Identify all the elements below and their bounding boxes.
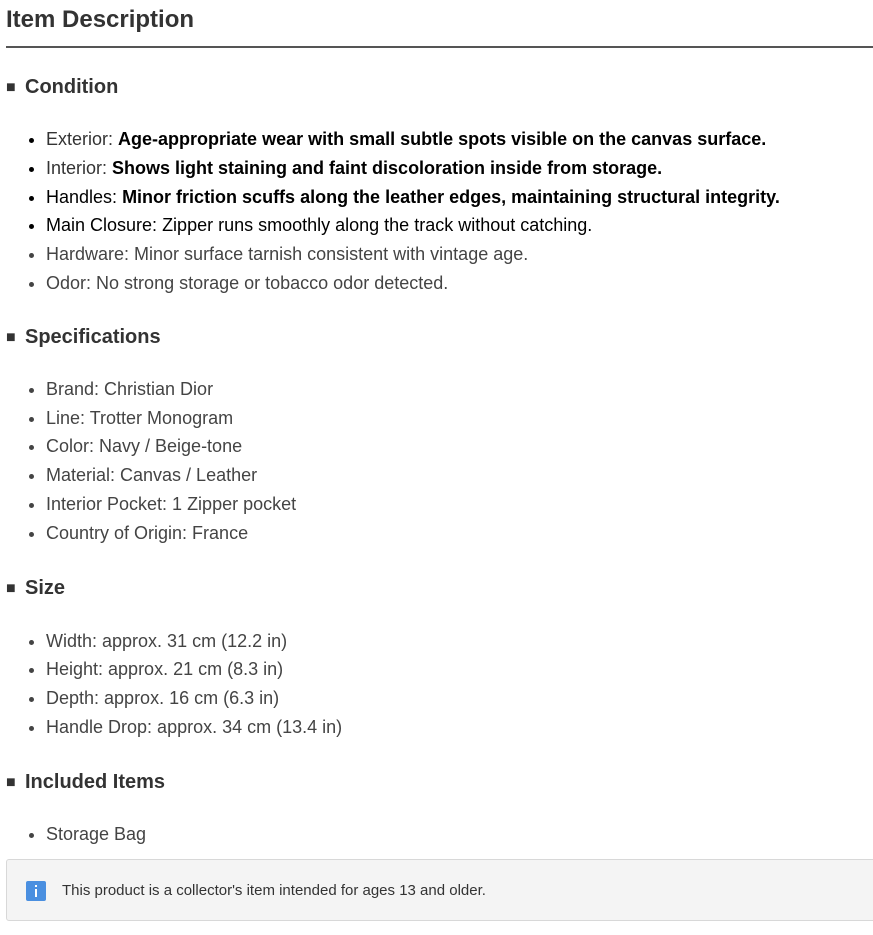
spec-item-interior-pocket: • Interior Pocket: 1 Zipper pocket [46, 490, 873, 519]
condition-label: Exterior: [46, 129, 114, 149]
condition-label: Interior: [46, 157, 108, 178]
condition-label: Main Closure: [46, 215, 158, 236]
square-bullet-icon: ■ [6, 328, 16, 346]
size-item-height: • Height: approx. 21 cm (8.3 in) [46, 655, 873, 684]
spec-item-line: • Line: Trotter Monogram [46, 404, 873, 433]
square-bullet-icon: ■ [6, 579, 16, 597]
included-item: • Storage Bag [46, 820, 873, 849]
spec-item-country-of-origin: • Country of Origin: France [46, 519, 873, 548]
specifications-heading-label: Specifications [25, 325, 161, 348]
notice-text: This product is a collector's item intended for ages 13 and older. [62, 882, 486, 899]
condition-heading [6, 75, 873, 100]
condition-value: Zipper runs smoothly along the track without catching. [162, 215, 593, 236]
condition-item-hardware [46, 240, 873, 269]
specifications-list [6, 375, 873, 548]
info-icon [26, 881, 46, 901]
size-item-depth: • Depth: approx. 16 cm (6.3 in) [46, 684, 873, 713]
condition-item-interior [46, 154, 873, 183]
item-description [6, 0, 873, 849]
condition-item-odor [46, 269, 873, 298]
condition-value: Age-appropriate wear with small subtle spots visible on the canvas surface. [118, 129, 767, 149]
size-item-handle-drop: • Handle Drop: approx. 34 cm (13.4 in) [46, 713, 873, 742]
condition-label: Odor: [46, 272, 92, 293]
size-item-width: • Width: approx. 31 cm (12.2 in) [46, 627, 873, 656]
included-items-heading [6, 770, 873, 795]
condition-label: Handles: [46, 186, 118, 207]
included-items-list [6, 820, 873, 849]
square-bullet-icon: ■ [6, 79, 16, 96]
title-divider [6, 46, 873, 48]
spec-item-brand: • Brand: Christian Dior [46, 375, 873, 404]
condition-value: Minor surface tarnish consistent with vintage age. [134, 244, 529, 265]
condition-list [6, 125, 873, 298]
size-list [6, 627, 873, 742]
specifications-heading [6, 325, 873, 350]
condition-value: No strong storage or tobacco odor detected. [96, 272, 449, 293]
condition-heading-label: Condition [25, 76, 119, 98]
age-notice [6, 859, 873, 921]
page-title: Item Description [6, 6, 195, 33]
size-heading [6, 576, 873, 601]
condition-label: Hardware: [46, 244, 130, 265]
size-heading-label: Size [25, 576, 66, 599]
spec-item-color: • Color: Navy / Beige-tone [46, 432, 873, 461]
condition-value: Shows light staining and faint discoloration inside from storage. [112, 157, 663, 178]
condition-item-main-closure [46, 211, 873, 240]
condition-item-exterior [46, 125, 873, 154]
square-bullet-icon: ■ [6, 773, 16, 791]
included-items-heading-label: Included Items [25, 770, 166, 793]
condition-item-handles [46, 183, 873, 212]
condition-value: Minor friction scuffs along the leather edges, maintaining structural integrity. [122, 186, 780, 207]
spec-item-material: • Material: Canvas / Leather [46, 461, 873, 490]
